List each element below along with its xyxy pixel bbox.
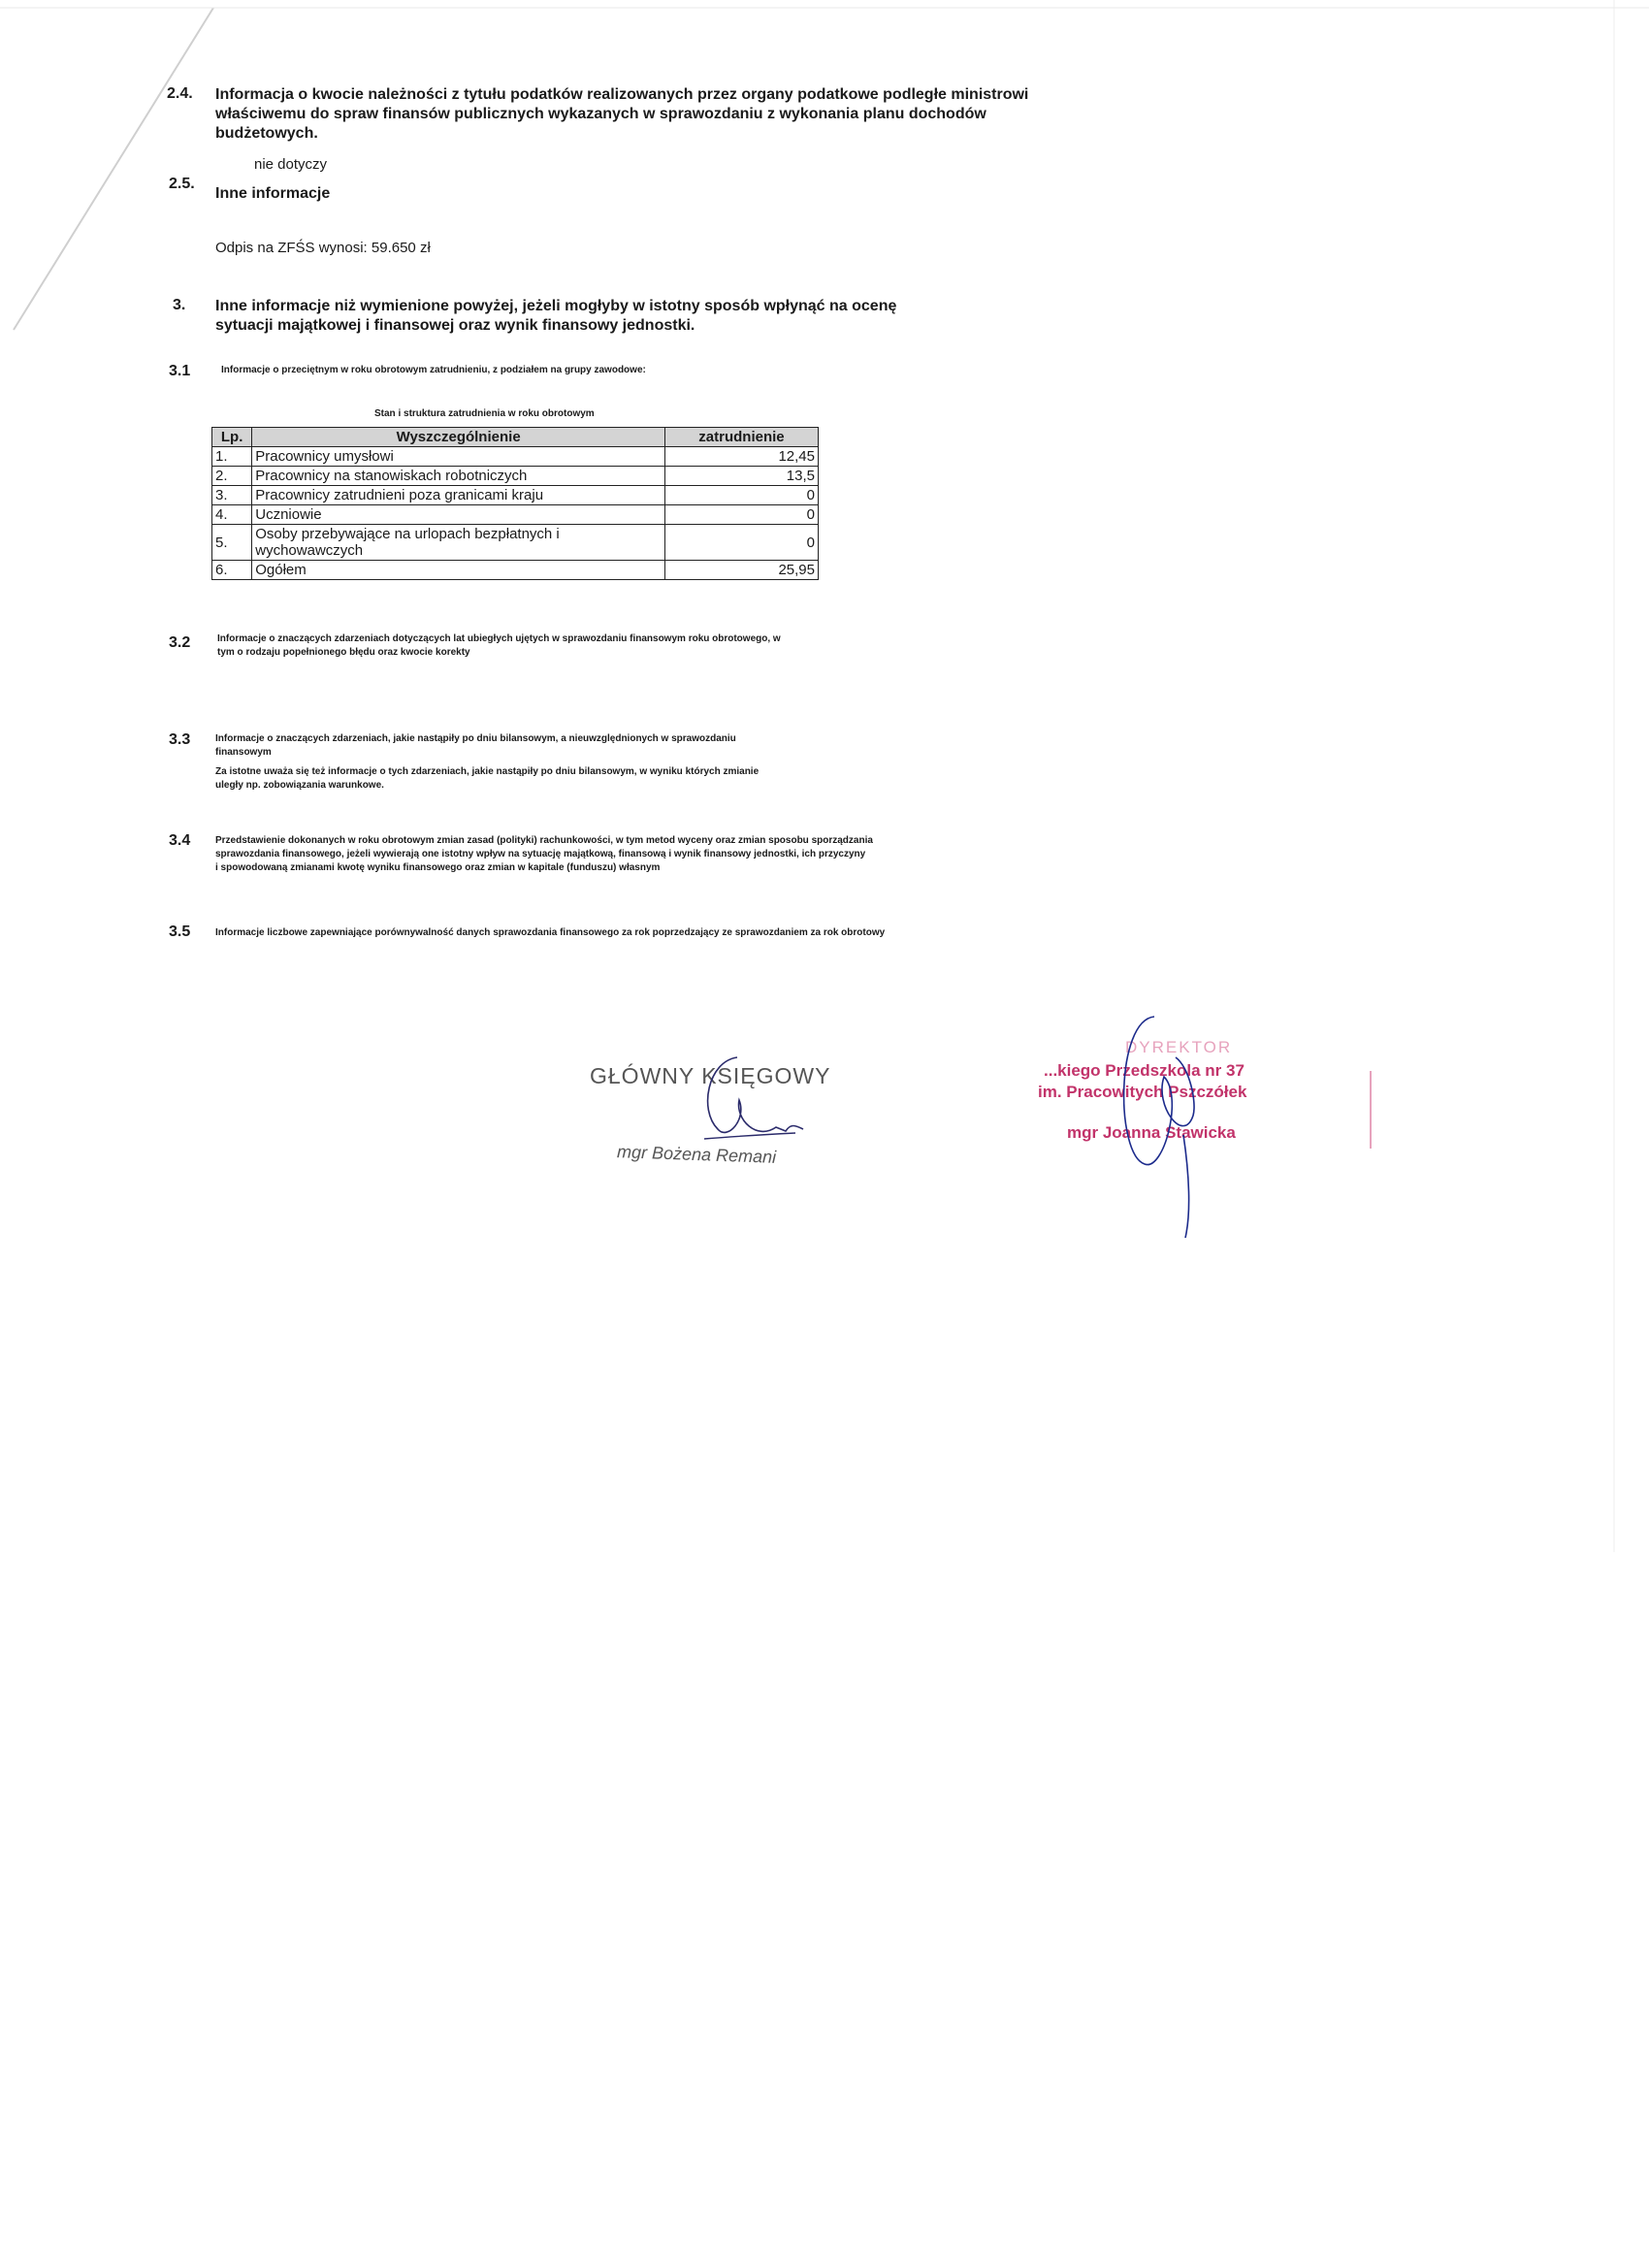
section-3-heading (215, 297, 896, 336)
section-number-3: 3. (173, 297, 186, 313)
cell-name: Pracownicy na stanowiskach robotniczych (252, 467, 665, 486)
section-number-3-3: 3.3 (169, 731, 191, 748)
signature-right-scribble (1096, 1009, 1251, 1242)
section-3-4-text (215, 834, 873, 875)
cell-name-line: wychowawczych (255, 542, 364, 559)
text-line: Informacje o znaczących zdarzeniach, jakie nastąpiły po dniu bilansowym, a nieuwzględnionych w sprawozdaniu (215, 733, 736, 744)
cell-name: Pracownicy umysłowi (252, 447, 665, 467)
stamp-kindergarten-patron: im. Pracowitych Pszczółek (1038, 1083, 1247, 1101)
section-2-4-heading (215, 85, 1028, 144)
table-header-row (212, 428, 819, 447)
header-name: Wyszczególnienie (252, 428, 665, 447)
table-row (212, 447, 819, 467)
text-line: sytuacji majątkowej i finansowej oraz wynik finansowy jednostki. (215, 317, 695, 334)
text-line: sprawozdania finansowego, jeżeli wywierają one istotny wpływ na sytuację majątkową, finansową i wynik finansowy jednostki, ich przyczyny (215, 849, 866, 859)
cell-lp: 3. (212, 486, 252, 505)
text-line: Za istotne uważa się też informacje o tych zdarzeniach, jakie nastąpiły po dniu bilansowym, w wyniku których zmianie (215, 766, 760, 777)
cell-lp: 2. (212, 467, 252, 486)
section-number-2-4: 2.4. (167, 85, 193, 102)
cell-value: 13,5 (664, 467, 818, 486)
section-number-2-5: 2.5. (169, 176, 195, 192)
table-row (212, 486, 819, 505)
text-line: uległy np. zobowiązania warunkowe. (215, 780, 384, 791)
text-line: Przedstawienie dokonanych w roku obrotowym zmian zasad (polityki) rachunkowości, w tym metod wyceny oraz zmian sposobu sporządzania (215, 835, 873, 846)
section-number-3-1: 3.1 (169, 363, 191, 379)
section-3-1-text: Informacje o przeciętnym w roku obrotowym zatrudnieniu, z podziałem na grupy zawodowe: (221, 365, 646, 375)
cell-lp: 4. (212, 505, 252, 525)
table-row (212, 525, 819, 561)
cell-lp: 6. (212, 561, 252, 580)
cell-value: 0 (664, 525, 818, 561)
header-lp: Lp. (212, 428, 252, 447)
text-line: tym o rodzaju popełnionego błędu oraz kwocie korekty (217, 647, 470, 658)
text-line: Informacja o kwocie należności z tytułu podatków realizowanych przez organy podatkowe podległe ministrowi (215, 86, 1029, 103)
text-line: budżetowych. (215, 125, 318, 142)
table-row (212, 561, 819, 580)
text-line: Informacje o znaczących zdarzeniach dotyczących lat ubiegłych ujętych w sprawozdaniu finansowym roku obrotowego, w (217, 633, 781, 644)
table-title: Stan i struktura zatrudnienia w roku obrotowym (374, 408, 595, 419)
text-line: i spowodowaną zmianami kwotę wyniku finansowego oraz zmian w kapitale (funduszu) własnym (215, 862, 661, 873)
cell-lp: 1. (212, 447, 252, 467)
cell-lp: 5. (212, 525, 252, 561)
table-row (212, 505, 819, 525)
text-line: Inne informacje niż wymienione powyżej, jeżeli mogłyby w istotny sposób wpłynąć na ocenę (215, 298, 897, 314)
chief-accountant-title: GŁÓWNY KSIĘGOWY (590, 1063, 831, 1088)
cell-name (252, 525, 665, 561)
section-number-3-4: 3.4 (169, 832, 191, 849)
cell-name: Pracownicy zatrudnieni poza granicami kraju (252, 486, 665, 505)
text-line: finansowym (215, 747, 272, 758)
stamp-director-title: DYREKTOR (1125, 1038, 1233, 1056)
header-value: zatrudnienie (664, 428, 818, 447)
employment-table (211, 427, 819, 580)
section-3-2-text (217, 632, 781, 660)
cell-name: Uczniowie (252, 505, 665, 525)
section-2-5-title: Inne informacje (215, 185, 331, 202)
zfss-text: Odpis na ZFŚS wynosi: 59.650 zł (215, 240, 431, 256)
cell-name: Ogółem (252, 561, 665, 580)
cell-value: 25,95 (664, 561, 818, 580)
section-number-3-2: 3.2 (169, 634, 191, 651)
chief-accountant-name: mgr Bożena Remani (616, 1142, 777, 1167)
table-row (212, 467, 819, 486)
section-number-3-5: 3.5 (169, 923, 191, 940)
signature-left-scribble (669, 1052, 824, 1158)
stamp-director-name: mgr Joanna Stawicka (1067, 1123, 1236, 1142)
cell-value: 0 (664, 505, 818, 525)
cell-value: 0 (664, 486, 818, 505)
cell-name-line: Osoby przebywające na urlopach bezpłatnych i (255, 526, 560, 542)
section-3-3-text (215, 732, 759, 793)
stamp-kindergarten-name: ...kiego Przedszkola nr 37 (1044, 1061, 1245, 1080)
text-line: właściwemu do spraw finansów publicznych wykazanych w sprawozdaniu z wykonania planu dochodów (215, 106, 986, 122)
section-2-4-note: nie dotyczy (254, 156, 328, 173)
stamp-edge-line (1370, 1071, 1372, 1149)
section-3-5-text: Informacje liczbowe zapewniające porównywalność danych sprawozdania finansowego za rok poprzedzający ze sprawozdaniem za rok obrotowy (215, 927, 886, 938)
cell-value: 12,45 (664, 447, 818, 467)
